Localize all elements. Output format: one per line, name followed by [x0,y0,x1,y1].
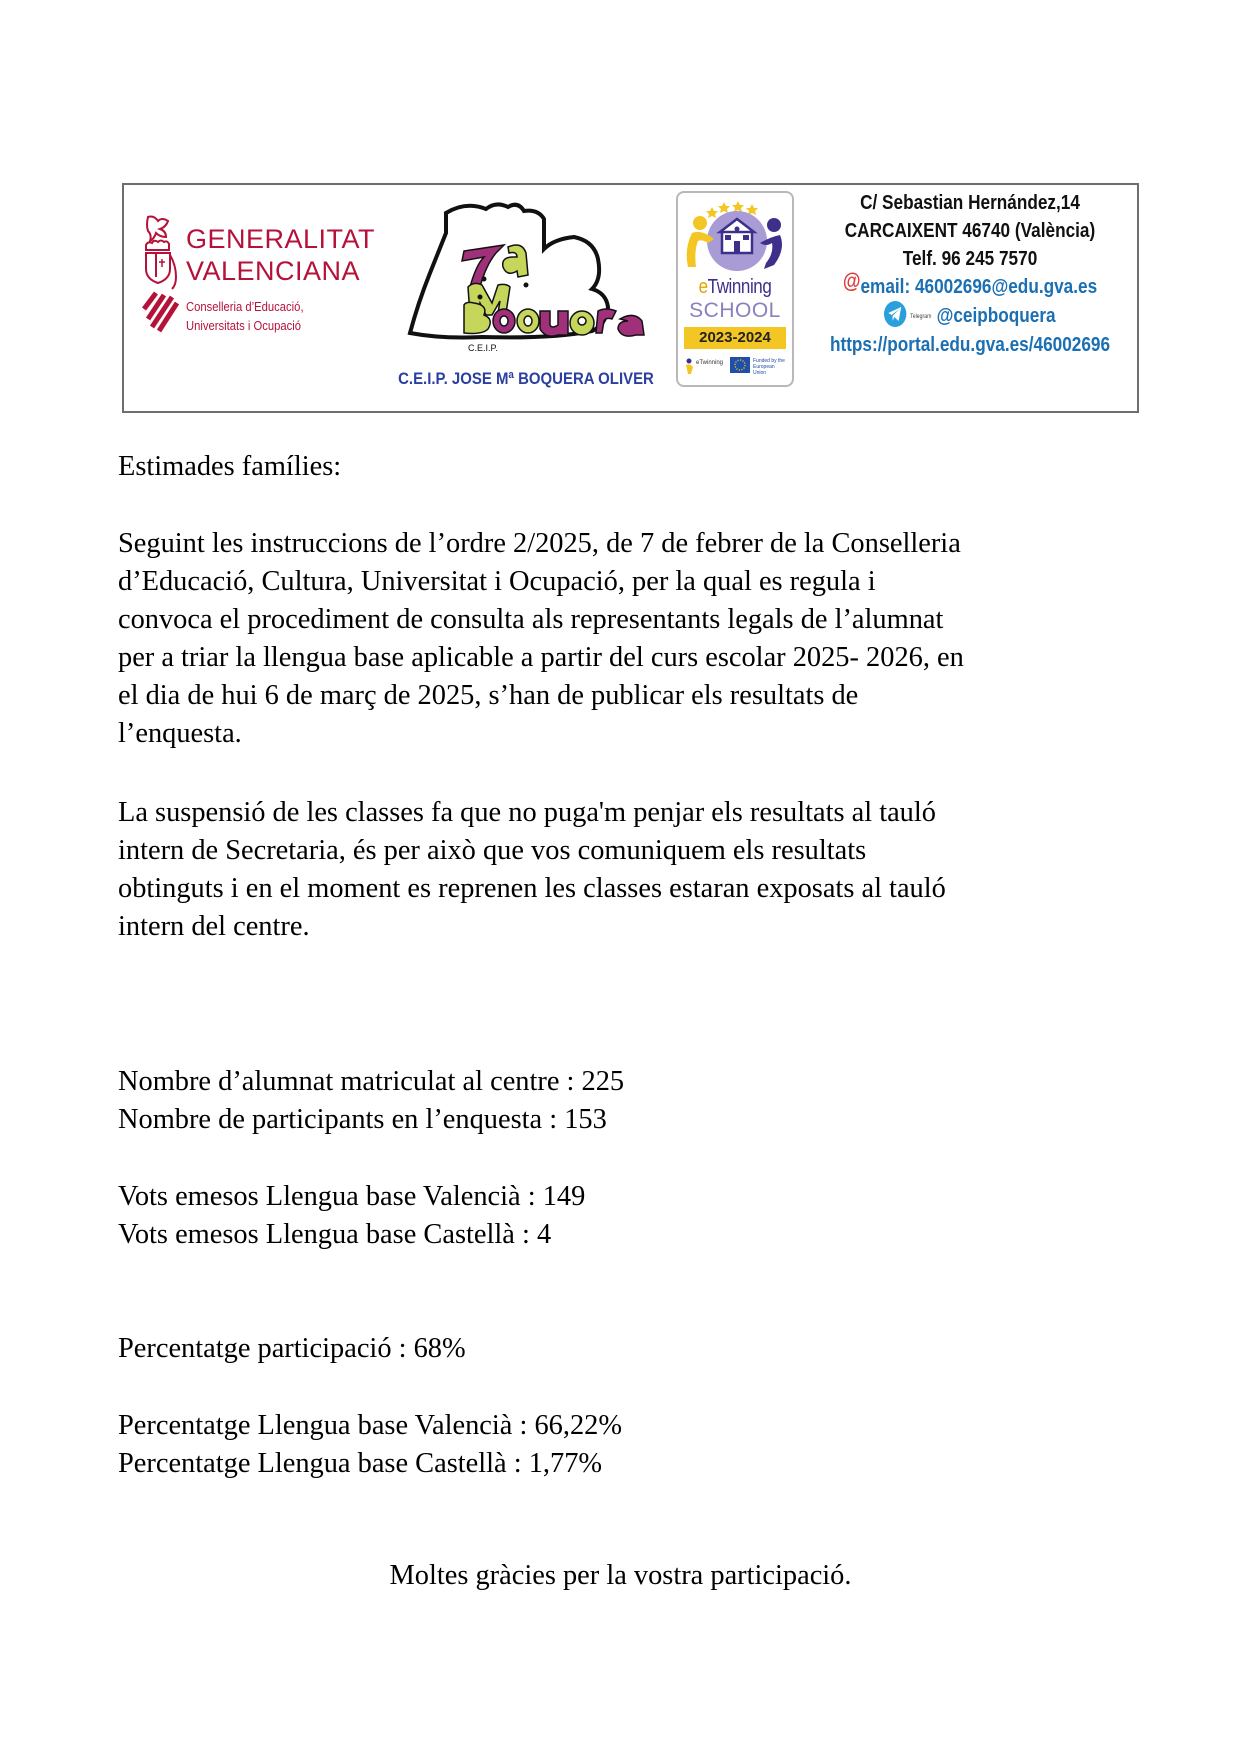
greeting: Estimades famílies: [118,451,342,482]
contact-address: C/ Sebastian Hernández,14 [860,192,1080,214]
etwinning-title-rest: Twinning [707,276,772,298]
boquera-emblem-icon [376,193,676,363]
result-pct-valencian [118,1407,622,1445]
contact-telegram-handle[interactable]: @ceipboquera [936,305,1056,327]
generalitat-subtitle-line1: Conselleria d’Educació, [186,300,304,314]
etwinning-small-logo-icon [684,358,694,374]
generalitat-title-line1: GENERALITAT [186,224,376,254]
letterhead [122,183,1139,413]
eu-funded-label: Funded by the European Union [753,358,785,376]
contact-block [804,189,1136,359]
etwinning-title [687,275,784,299]
contact-email-text[interactable]: email: 46002696@edu.gva.es [860,276,1098,298]
generalitat-subtitle [186,298,304,336]
result-label: Percentatge Llengua base Valencià : [118,1410,535,1441]
coat-of-arms-icon [142,215,180,335]
contact-telegram[interactable] [827,301,1113,331]
result-label: Nombre d’alumnat matriculat al centre : [118,1066,582,1097]
result-label: Nombre de participants en l’enquesta : [118,1104,565,1135]
paragraph-line: La suspensió de les classes fa que no puga'm penjar els resultats al tauló [118,797,936,828]
paragraph-line: intern del centre. [118,911,310,942]
closing-thanks: Moltes gràcies per la vostra participació. [389,1560,852,1591]
at-sign-icon: @ [842,270,861,293]
result-participants [118,1101,607,1139]
paragraph-line: d’Educació, Cultura, Universitat i Ocupació, per la qual es regula i [118,566,876,597]
contact-city: CARCAIXENT 46740 (València) [844,220,1096,242]
result-value: 1,77% [528,1448,603,1479]
result-enrolled [118,1063,624,1101]
paragraph-line: intern de Secretaria, és per això que vos comuniquem els resultats [118,835,867,866]
etwinning-title-e: e [698,276,708,298]
contact-phone: Telf. 96 245 7570 [902,248,1038,270]
paragraph-instructions [118,525,1128,753]
generalitat-title [186,223,375,287]
paragraph-line: convoca el procediment de consulta als representants legals de l’alumnat [118,604,944,635]
paragraph-line: el dia de hui 6 de març de 2025, s’han de publicar els resultats de [118,680,859,711]
etwinning-school-label: SCHOOL [689,299,781,322]
paragraph-suspension [118,794,1128,946]
result-value: 4 [536,1219,552,1250]
eu-flag-icon [730,357,750,373]
etwinning-footer [684,355,788,377]
result-value: 149 [542,1181,586,1212]
school-name: C.E.I.P. JOSE Mª BOQUERA OLIVER [398,369,654,388]
result-votes-valencian [118,1178,585,1216]
generalitat-subtitle-line2: Universitats i Ocupació [186,319,302,333]
result-label: Vots emesos Llengua base Castellà : [118,1219,537,1250]
etwinning-year: 2023-2024 [684,327,786,349]
result-label: Percentatge participació : [118,1333,414,1364]
paragraph-line: per a triar la llengua base aplicable a partir del curs escolar 2025- 2026, en [118,642,964,673]
paragraph-line: obtinguts i en el moment es reprenen les classes estaran exposats al tauló [118,873,946,904]
result-value: 68% [413,1333,466,1364]
contact-website[interactable]: https://portal.edu.gva.es/46002696 [829,334,1111,356]
school-logo [376,193,676,403]
result-value: 225 [581,1066,625,1097]
contact-email[interactable] [827,270,1113,301]
result-label: Percentatge Llengua base Castellà : [118,1448,529,1479]
result-label: Vots emesos Llengua base Valencià : [118,1181,543,1212]
result-votes-spanish [118,1216,551,1254]
generalitat-logo [142,215,376,355]
result-value: 153 [564,1104,607,1135]
telegram-label: Telegram [910,314,932,320]
paragraph-line: l’enquesta. [118,718,242,749]
result-participation-pct [118,1330,466,1368]
etwinning-footer-label: eTwinning [696,360,724,366]
generalitat-title-line2: VALENCIANA [186,256,361,286]
telegram-icon [884,301,906,327]
result-value: 66,22% [534,1410,623,1441]
result-pct-spanish [118,1445,602,1483]
paragraph-line: Seguint les instruccions de l’ordre 2/2025, de 7 de febrer de la Conselleria [118,528,961,559]
etwinning-badge [676,191,794,387]
boquera-caption: C.E.I.P. [468,343,498,353]
etwinning-school-icon [682,199,788,277]
